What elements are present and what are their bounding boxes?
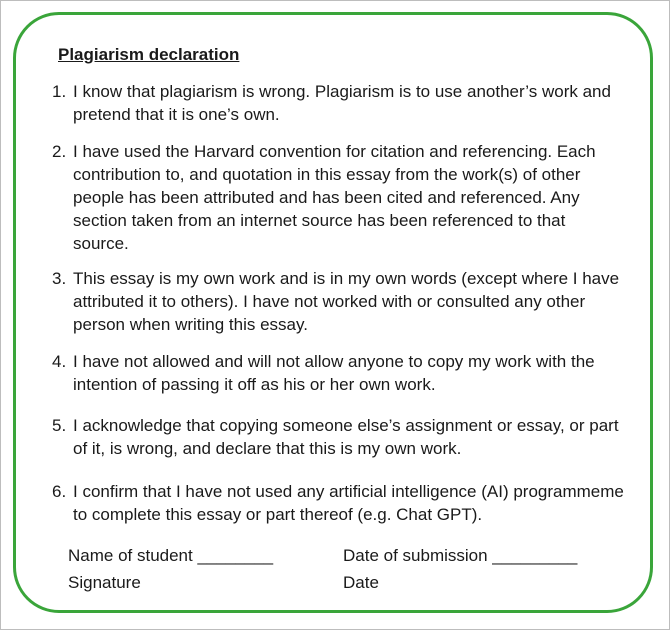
item-text: I have used the Harvard convention for citation and referencing. Each contribution to, and quotation in this essay from the work(s) of other people has been attributed and has been cited and referenced. Any section taken from an internet source has been referenced to that source. [73,142,596,253]
declaration-item-2 [52,140,624,255]
item-text: I have not allowed and will not allow anyone to copy my work with the intention of passing it off as his or her own work. [73,352,595,394]
item-text: This essay is my own work and is in my own words (except where I have attributed it to others). I have not worked with or consulted any other person when writing this essay. [73,269,620,334]
item-text: I acknowledge that copying someone else’s assignment or essay, or part of it, is wrong, and declare that this is my own work. [73,416,619,458]
declaration-item-4 [52,350,624,396]
item-text: I know that plagiarism is wrong. Plagiarism is to use another’s work and pretend that it is one’s own. [73,82,611,124]
item-number: 6. [52,482,67,501]
item-number: 4. [52,352,67,371]
declaration-item-1 [52,80,624,126]
item-number: 3. [52,269,67,288]
student-name-field: Name of student ________ [68,546,274,565]
submission-date-field: Date of submission _________ [343,546,578,565]
item-number: 1. [52,82,67,101]
date-field: Date [343,573,379,592]
item-number: 5. [52,416,67,435]
declaration-item-5 [52,414,624,460]
item-text: I confirm that I have not used any artificial intelligence (AI) programmeme to complete this essay or part thereof (e.g. Chat GPT). [73,482,624,524]
item-number: 2. [52,142,67,161]
declaration-item-6 [52,480,624,526]
declaration-title: Plagiarism declaration [58,45,240,64]
declaration-item-3 [52,267,624,336]
signature-field: Signature [68,573,141,592]
